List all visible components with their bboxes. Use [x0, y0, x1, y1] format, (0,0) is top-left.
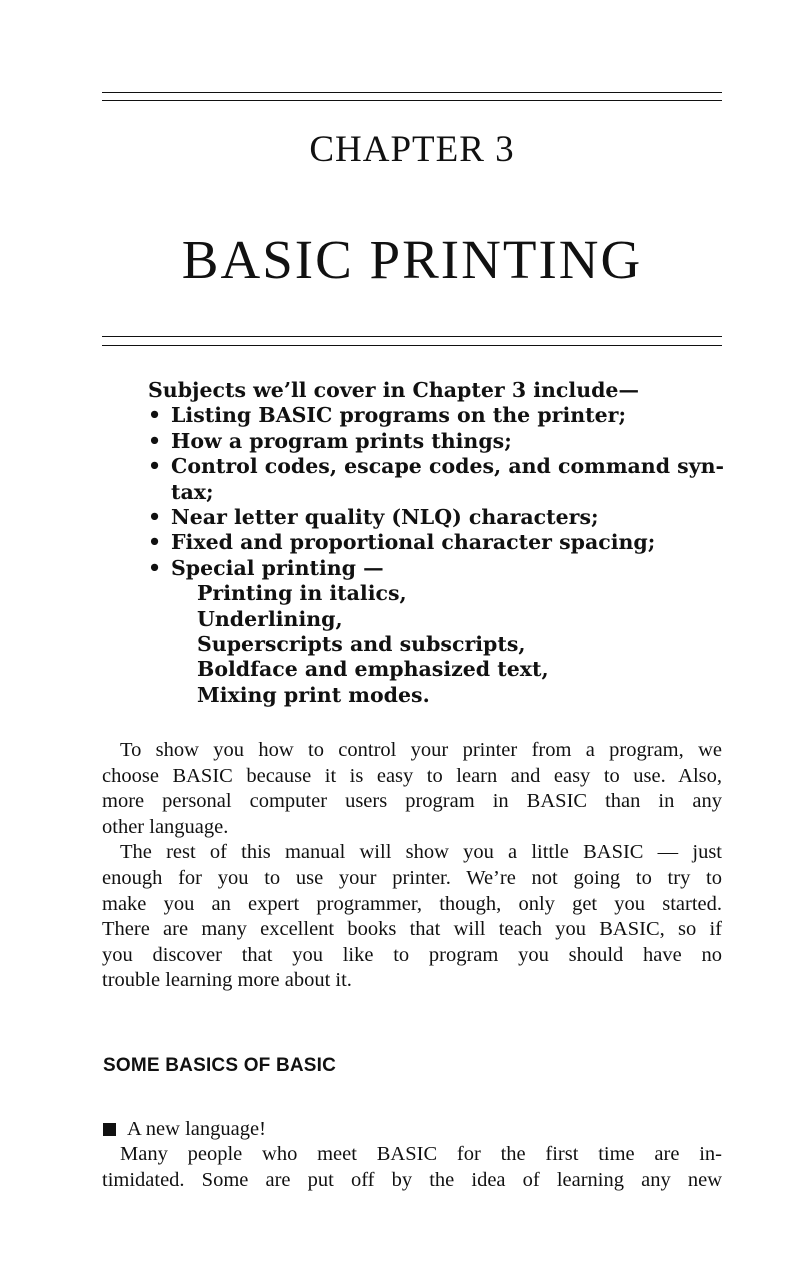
topic-subitem: Printing in italics, [197, 581, 407, 606]
chapter-number: CHAPTER 3 [309, 129, 515, 170]
bullet-icon: • [148, 403, 162, 428]
topic-subitem: Underlining, [197, 606, 343, 631]
text-line: choose BASIC because it is easy to learn and easy to use. Also, [102, 764, 722, 787]
bullet-icon: • [148, 505, 162, 530]
bullet-icon: • [148, 454, 162, 479]
section-heading: SOME BASICS OF BASIC [103, 1055, 337, 1076]
topic-item: • Special printing — [148, 555, 384, 580]
top-rule-upper [102, 92, 722, 93]
chapter-title: BASIC PRINTING [181, 229, 643, 290]
bottom-rule-lower [102, 345, 722, 346]
topic-item: • Listing BASIC programs on the printer; [148, 403, 627, 428]
text-line: trouble learning more about it. [102, 969, 352, 992]
text-line: To show you how to control your printer from a program, we [120, 739, 722, 761]
text-line: other language. [102, 815, 229, 838]
paragraph-manual-scope [102, 840, 722, 994]
topic-subitem: Mixing print modes. [197, 682, 430, 707]
bullet-icon: • [148, 530, 162, 555]
bottom-rule-upper [102, 336, 722, 337]
topic-item: • How a program prints things; [148, 428, 512, 453]
bullet-icon: • [148, 555, 162, 580]
body-text [102, 738, 722, 994]
topic-item: • Near letter quality (NLQ) characters; [148, 505, 599, 530]
text-line: make you an expert programmer, though, only get you started. [102, 892, 722, 915]
topic-item: • Control codes, escape codes, and command syn- [148, 454, 725, 479]
topic-subitem: Boldface and emphasized text, [197, 657, 549, 682]
paragraph-new-language [102, 1142, 722, 1193]
square-bullet-icon [103, 1123, 116, 1136]
text-line: enough for you to use your printer. We’re not going to try to [102, 866, 722, 889]
paragraph-intro [102, 738, 722, 840]
topics-intro: Subjects we’ll cover in Chapter 3 include— [148, 378, 639, 402]
text-line: There are many excellent books that will teach you BASIC, so if [102, 918, 722, 941]
text-line: you discover that you like to program you should have no [102, 943, 722, 966]
bullet-icon: • [148, 428, 162, 453]
topic-item-continuation: tax; [171, 479, 214, 504]
text-line: timidated. Some are put off by the idea of learning any new [102, 1168, 722, 1191]
text-line: The rest of this manual will show you a little BASIC — just [120, 841, 722, 864]
subsection-heading: A new language! [103, 1117, 723, 1143]
top-rule-lower [102, 100, 722, 101]
topic-item: • Fixed and proportional character spacing; [148, 530, 656, 555]
chapter-topics-list [148, 378, 738, 708]
text-line: Many people who meet BASIC for the first time are in- [120, 1143, 722, 1165]
text-line: more personal computer users program in BASIC than in any [102, 790, 722, 813]
topic-subitem: Superscripts and subscripts, [197, 632, 526, 657]
